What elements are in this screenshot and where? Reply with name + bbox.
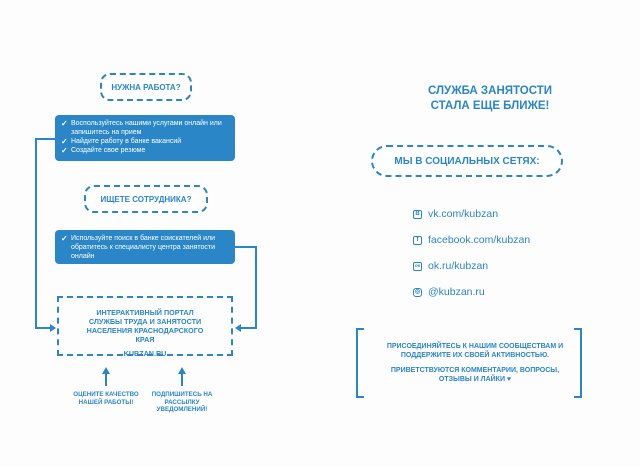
portal-title: ИНТЕРАКТИВНЫЙ ПОРТАЛ СЛУЖБЫ ТРУДА И ЗАНЯТОСТИ НАСЕЛЕНИЯ КРАСНОДАРСКОГО КРАЯ	[86, 308, 204, 344]
welcome-text: ПРИВЕТСТВУЮТСЯ КОММЕНТАРИИ, ВОПРОСЫ, ОТЗЫВЫ И ЛАЙКИ ♥	[390, 367, 560, 383]
join-text: ПРИСОЕДИНЯЙТЕСЬ К НАШИМ СООБЩЕСТВАМ И ПОДДЕРЖИТЕ ИХ СВОЕЙ АКТИВНОСТЬЮ.	[386, 343, 564, 359]
arrow-up-icon	[102, 367, 110, 374]
arrow-left-icon	[235, 324, 241, 332]
rate-label[interactable]: ОЦЕНИТЕ КАЧЕСТВО НАШЕЙ РАБОТЫ!	[73, 391, 139, 406]
headline: СЛУЖБА ЗАНЯТОСТИ СТАЛА ЕЩЕ БЛИЖЕ!	[427, 85, 553, 112]
subscribe-label[interactable]: ПОДПИШИТЕСЬ НА РАССЫЛКУ УВЕДОМЛЕНИЙ!	[151, 391, 213, 413]
social-link-vk[interactable]: В vk.com/kubzan	[413, 208, 498, 220]
checkmark-icon: ✓	[61, 119, 68, 128]
facebook-icon: f	[413, 236, 422, 245]
left-connector-top	[35, 138, 55, 140]
left-connector-bottom	[35, 327, 51, 329]
social-networks-label	[371, 145, 563, 177]
social-link-odnoklassniki[interactable]: ок ok.ru/kubzan	[414, 260, 489, 272]
checkmark-icon: ✓	[61, 234, 68, 243]
checkmark-icon: ✓	[61, 146, 68, 155]
arrow-up-icon	[178, 367, 186, 374]
right-bracket	[574, 328, 582, 398]
right-connector-top	[235, 246, 257, 248]
employer-box	[55, 230, 235, 264]
portal-url[interactable]: KUBZAN.RU	[123, 349, 167, 358]
right-connector	[255, 246, 257, 328]
need-job-text: НУЖНА РАБОТА?	[111, 82, 181, 92]
seek-employee-text: ИЩЕТЕ СОТРУДНИКА?	[100, 194, 192, 204]
social-link-facebook[interactable]: f facebook.com/kubzan	[413, 234, 530, 246]
social-link-instagram[interactable]: ◎ @kubzan.ru	[414, 286, 485, 298]
need-job-label	[100, 73, 192, 101]
rate-arrow-shaft	[105, 372, 107, 386]
checkmark-icon: ✓	[61, 137, 68, 146]
job-item: ✓ Создайте свое резюме	[61, 146, 146, 155]
vk-icon: В	[413, 210, 422, 219]
seek-employee-label	[84, 185, 208, 213]
social-label-text: МЫ В СОЦИАЛЬНЫХ СЕТЯХ:	[394, 155, 540, 167]
arrow-right-icon	[50, 324, 56, 332]
portal-box	[57, 296, 233, 356]
left-connector	[35, 138, 37, 328]
right-connector-bottom	[240, 327, 257, 329]
job-seeker-box	[55, 115, 235, 161]
left-bracket	[356, 328, 364, 398]
job-item: ✓ Найдите работу в банке вакансий	[61, 137, 182, 146]
odnoklassniki-icon: ок	[413, 262, 422, 271]
job-item: ✓ Воспользуйтесь нашими услугами онлайн или запишитесь на прием	[61, 119, 222, 136]
employer-item: ✓ Используйте поиск в банке соискателей или обратитесь к специалисту центра занятости онлайн	[61, 234, 216, 260]
instagram-icon: ◎	[414, 289, 421, 295]
subscribe-arrow-shaft	[181, 372, 183, 386]
